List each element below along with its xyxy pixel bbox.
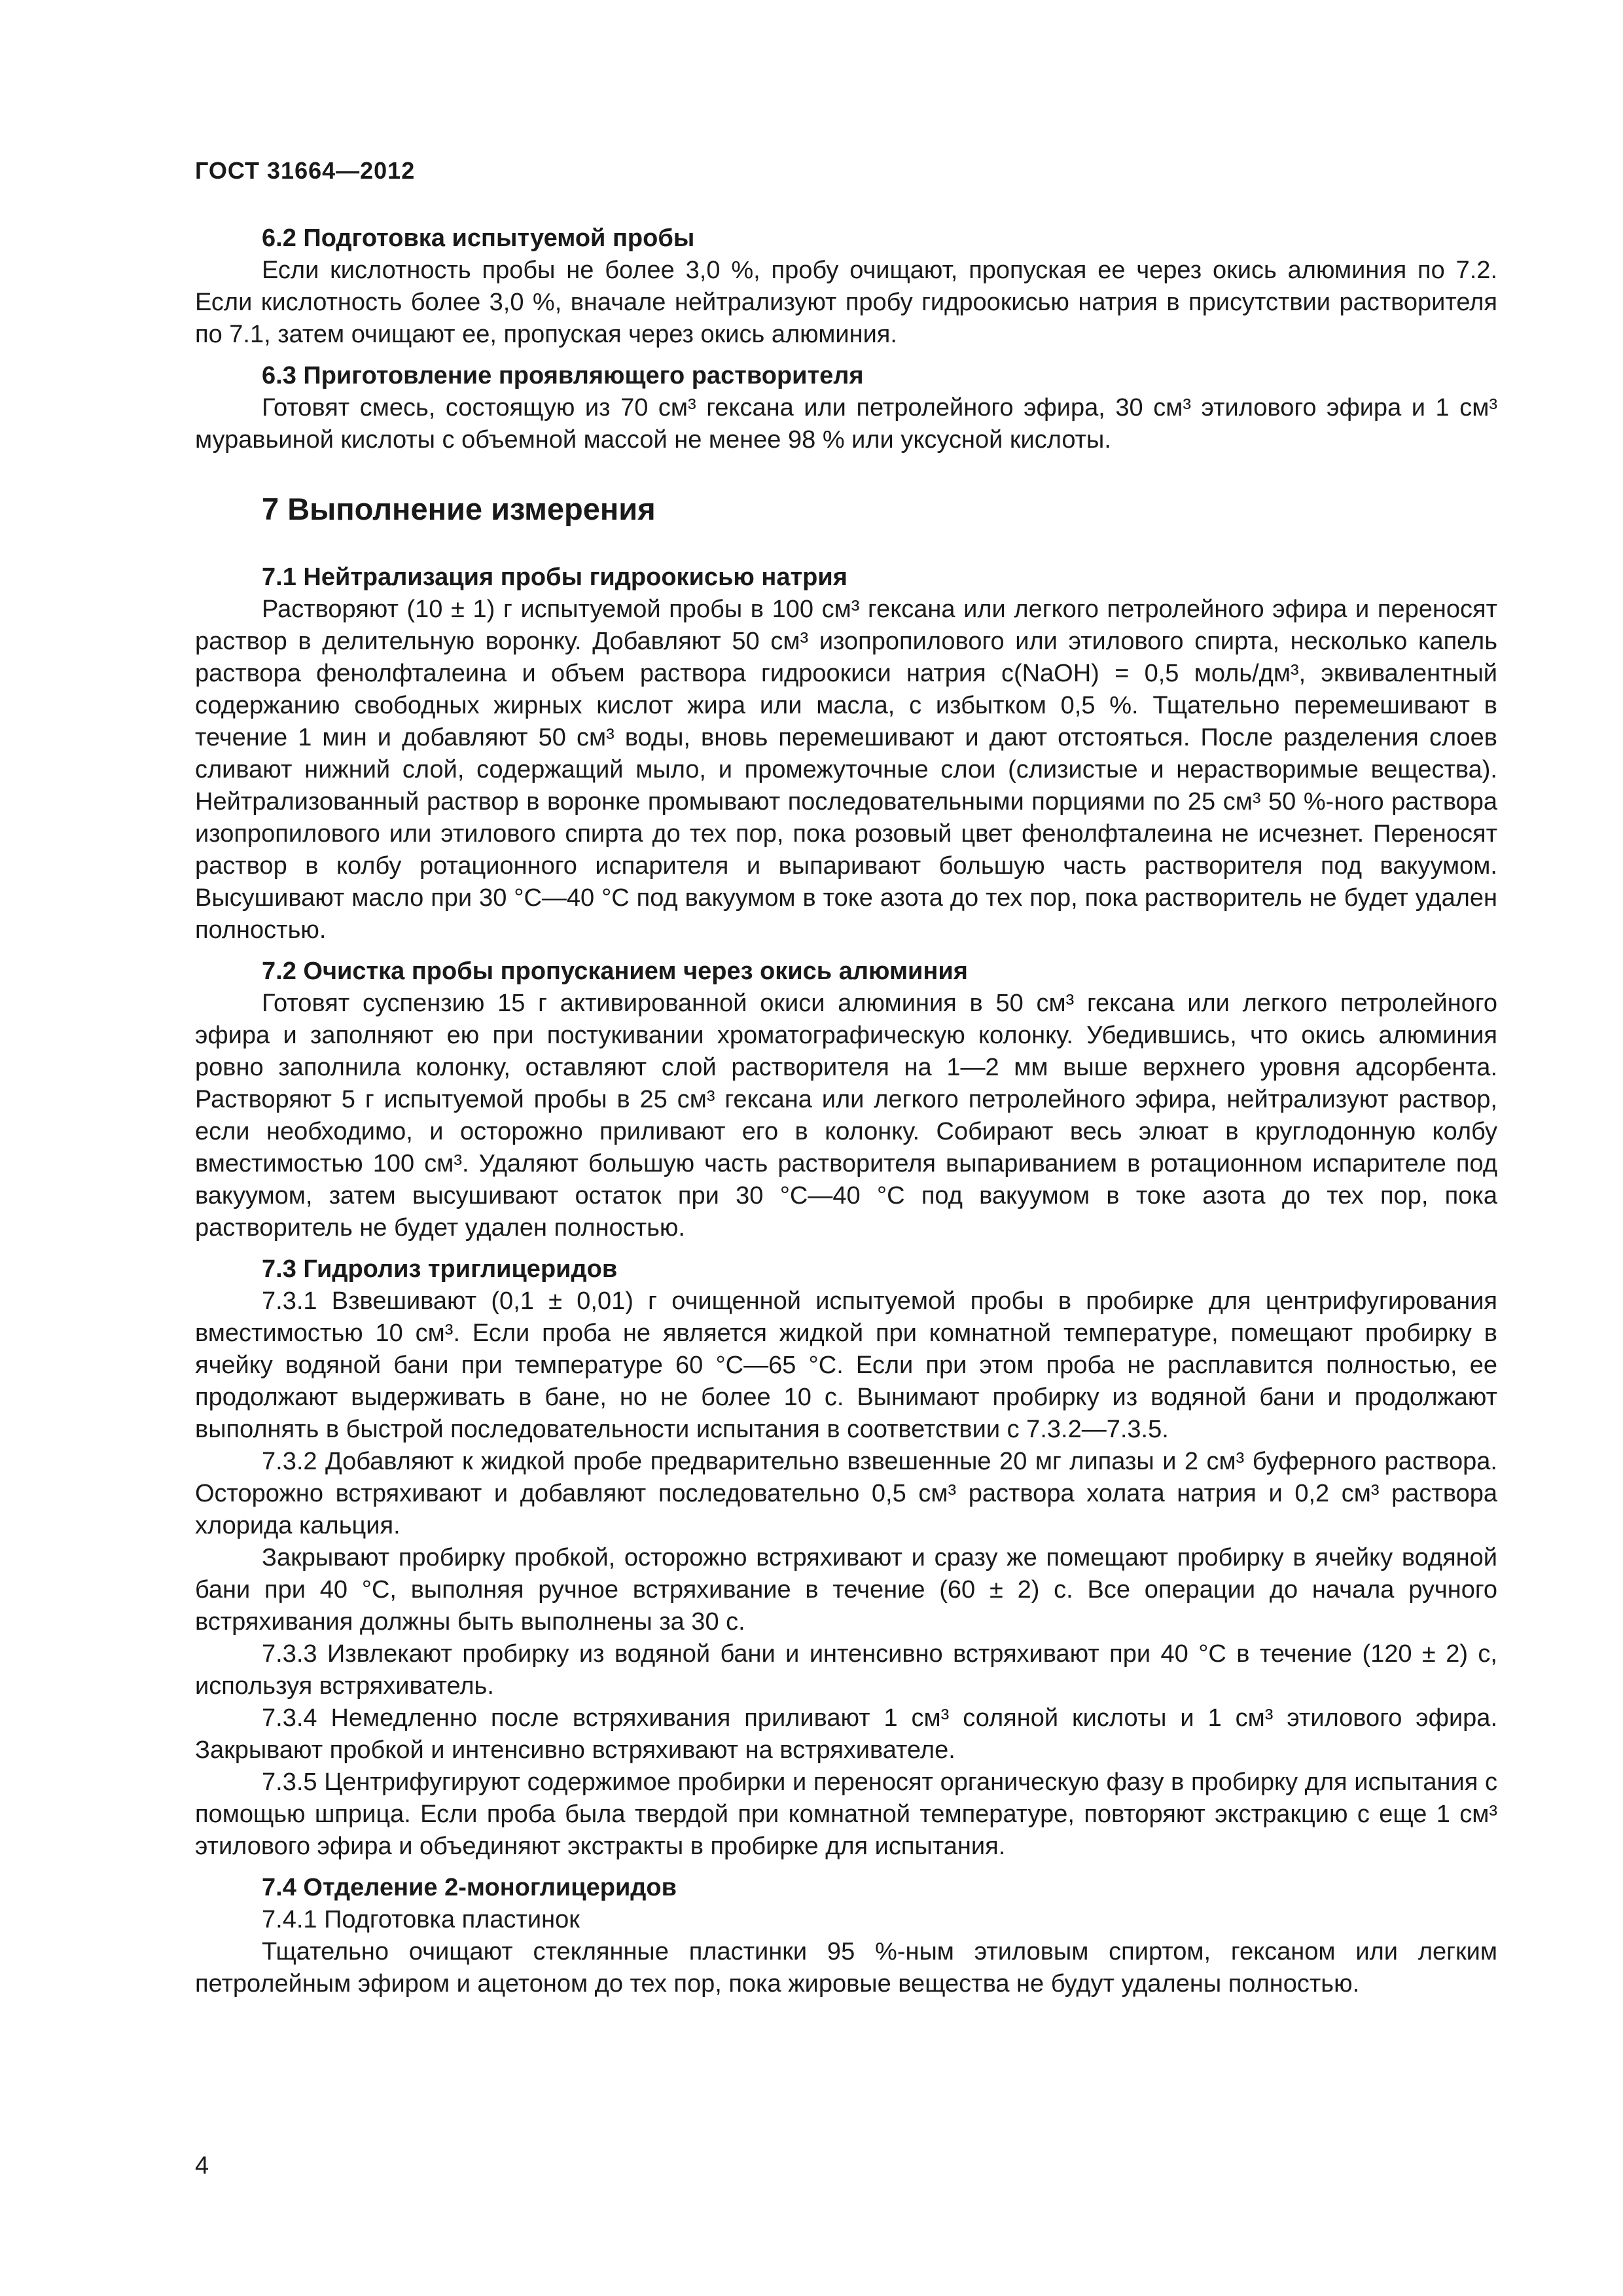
paragraph-7-4-1-text: Тщательно очищают стеклянные пластинки 95 %-ным этиловым спиртом, гексаном или легким петролейным эфиром и ацетоном до тех пор, пока жировые вещества не будут удалены полностью. bbox=[195, 1938, 1497, 1998]
paragraph-7-3-4: 7.3.4 Немедленно после встряхивания приливают 1 см³ соляной кислоты и 1 см³ этилового эфира. Закрывают пробкой и интенсивно встряхивают на встряхивателе. bbox=[195, 1704, 1497, 1764]
paragraph-6-3: Готовят смесь, состоящую из 70 см³ гексана или петролейного эфира, 30 см³ этилового эфира и 1 см³ муравьиной кислоты с объемной массой не менее 98 % или уксусной кислоты. bbox=[195, 394, 1497, 454]
heading-7-4: 7.4 Отделение 2-моноглицеридов bbox=[262, 1874, 677, 1901]
paragraph-7-3-3: 7.3.3 Извлекают пробирку из водяной бани и интенсивно встряхивают при 40 °С в течение (120 ± 2) с, используя встряхиватель. bbox=[195, 1640, 1497, 1700]
paragraph-7-3-2-cont: Закрывают пробирку пробкой, осторожно встряхивают и сразу же помещают пробирку в ячейку водяной бани при 40 °С, выполняя ручное встряхивание в течение (60 ± 2) с. Все операции до начала ручного встряхивания должны быть выполнены за 30 с. bbox=[195, 1544, 1497, 1636]
heading-7-2: 7.2 Очистка пробы пропусканием через окись алюминия bbox=[262, 958, 968, 985]
heading-7-3: 7.3 Гидролиз триглицеридов bbox=[262, 1255, 618, 1283]
heading-7: 7 Выполнение измерения bbox=[262, 492, 656, 526]
paragraph-7-2: Готовят суспензию 15 г активированной окиси алюминия в 50 см³ гексана или легкого петролейного эфира и заполняют ею при постукивании хроматографическую колонку. Убедившись, что окись алюминия ровно заполнила колонку, оставляют слой растворителя на 1—2 мм выше верхнего уровня адсорбента. Растворяют 5 г испытуемой пробы в 25 см³ гексана или легкого петролейного эфира, нейтрализуют раствор, если необходимо, и осторожно приливают его в колонку. Собирают весь элюат в круглодонную колбу вместимостью 100 см³. Удаляют большую часть растворителя выпариванием в ротационном испарителе под вакуумом, затем высушивают остаток при 30 °С—40 °С под вакуумом в токе азота до тех пор, пока растворитель не будет удален полностью. bbox=[195, 990, 1497, 1242]
paragraph-7-3-5: 7.3.5 Центрифугируют содержимое пробирки и переносят органическую фазу в пробирку для испытания с помощью шприца. Если проба была твердой при комнатной температуре, повторяют экстракцию с еще 1 см³ этилового эфира и объединяют экстракты в пробирке для испытания. bbox=[195, 1768, 1497, 1860]
document-id: ГОСТ 31664—2012 bbox=[195, 157, 416, 184]
paragraph-7-3-1: 7.3.1 Взвешивают (0,1 ± 0,01) г очищенной испытуемой пробы в пробирке для центрифугирования вместимостью 10 см³. Если проба не является жидкой при комнатной температуре, помещают пробирку в ячейку водяной бани при температуре 60 °С—65 °С. Если при этом проба не расплавится полностью, ее продолжают выдерживать в бане, но не более 10 с. Вынимают пробирку из водяной бани и продолжают выполнять в быстрой последовательности испытания в соответствии с 7.3.2—7.3.5. bbox=[195, 1287, 1497, 1443]
page-number: 4 bbox=[195, 2152, 209, 2179]
heading-6-3: 6.3 Приготовление проявляющего растворителя bbox=[262, 362, 864, 389]
paragraph-7-1: Растворяют (10 ± 1) г испытуемой пробы в 100 см³ гексана или легкого петролейного эфира и переносят раствор в делительную воронку. Добавляют 50 см³ изопропилового или этилового спирта, несколько капель раствора фенолфталеина и объем раствора гидроокиси натрия c(NaOH) = 0,5 моль/дм³, эквивалентный содержанию свободных жирных кислот жира или масла, с избытком 0,5 %. Тщательно перемешивают в течение 1 мин и добавляют 50 см³ воды, вновь перемешивают и дают отстояться. После разделения слоев сливают нижний слой, содержащий мыло, и промежуточные слои (слизистые и нерастворимые вещества). Нейтрализованный раствор в воронке промывают последовательными порциями по 25 см³ 50 %-ного раствора изопропилового или этилового спирта до тех пор, пока розовый цвет фенолфталеина не исчезнет. Переносят раствор в колбу ротационного испарителя и выпаривают большую часть растворителя под вакуумом. Высушивают масло при 30 °С—40 °С под вакуумом в токе азота до тех пор, пока растворитель не будет удален полностью. bbox=[195, 596, 1497, 944]
paragraph-7-4-1: 7.4.1 Подготовка пластинок bbox=[262, 1906, 580, 1933]
paragraph-7-3-2: 7.3.2 Добавляют к жидкой пробе предварительно взвешенные 20 мг липазы и 2 см³ буферного раствора. Осторожно встряхивают и добавляют последовательно 0,5 см³ раствора холата натрия и 0,2 см³ раствора хлорида кальция. bbox=[195, 1448, 1497, 1539]
heading-6-2: 6.2 Подготовка испытуемой пробы bbox=[262, 224, 695, 252]
page-body bbox=[195, 223, 1497, 2000]
heading-7-1: 7.1 Нейтрализация пробы гидроокисью натрия bbox=[262, 564, 847, 591]
paragraph-6-2: Если кислотность пробы не более 3,0 %, пробу очищают, пропуская ее через окись алюминия по 7.2. Если кислотность более 3,0 %, вначале нейтрализуют пробу гидроокисью натрия в присутствии растворителя по 7.1, затем очищают ее, пропуская через окись алюминия. bbox=[195, 257, 1497, 348]
